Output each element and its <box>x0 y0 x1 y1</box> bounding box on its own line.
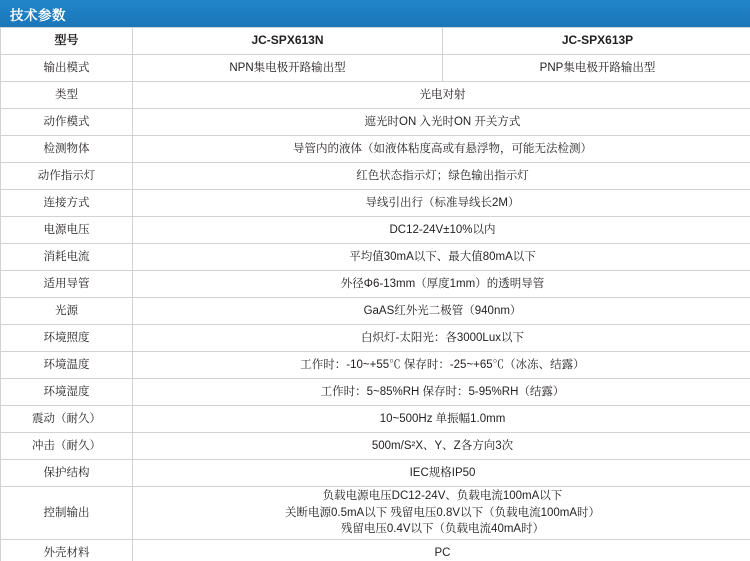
row-label: 消耗电流 <box>1 244 133 271</box>
row-value: 平均值30mA以下、最大值80mA以下 <box>133 244 750 271</box>
row-value: 工作时：5~85%RH 保存时：5-95%RH（结露） <box>133 379 750 406</box>
row-value: 导线引出行（标准导线长2M） <box>133 190 750 217</box>
row-label: 光源 <box>1 298 133 325</box>
row-label: 输出模式 <box>1 55 133 82</box>
row-value-line: 残留电压0.4V以下（负载电流40mA时） <box>340 523 545 536</box>
row-value <box>133 487 750 540</box>
table-row <box>1 190 750 217</box>
table-row <box>1 163 750 190</box>
table-row <box>1 271 750 298</box>
specification-table <box>0 27 750 561</box>
table-row <box>1 244 750 271</box>
row-label: 检测物体 <box>1 136 133 163</box>
table-row <box>1 325 750 352</box>
row-label: 动作模式 <box>1 109 133 136</box>
table-row <box>1 379 750 406</box>
table-row <box>1 217 750 244</box>
row-label: 环境温度 <box>1 352 133 379</box>
table-row <box>1 352 750 379</box>
page-title: 技术参数 <box>10 7 66 23</box>
row-value: 10~500Hz 单振幅1.0mm <box>133 406 750 433</box>
row-label: 连接方式 <box>1 190 133 217</box>
row-label: 电源电压 <box>1 217 133 244</box>
row-label: 控制输出 <box>1 487 133 540</box>
row-value: 红色状态指示灯；绿色输出指示灯 <box>133 163 750 190</box>
row-value: 工作时：-10~+55℃ 保存时：-25~+65℃（冰冻、结露） <box>133 352 750 379</box>
table-row <box>1 460 750 487</box>
table-row <box>1 55 750 82</box>
row-label: 类型 <box>1 82 133 109</box>
row-value-line: 负载电源电压DC12-24V、负载电流100mA以下 <box>322 489 563 502</box>
column-header-model: 型号 <box>1 28 133 55</box>
row-value-p: PNP集电极开路输出型 <box>443 55 750 82</box>
row-value: 光电对射 <box>133 82 750 109</box>
table-row <box>1 433 750 460</box>
row-label: 动作指示灯 <box>1 163 133 190</box>
table-header-row <box>1 28 750 55</box>
table-row <box>1 109 750 136</box>
table-row <box>1 82 750 109</box>
table-row <box>1 540 750 561</box>
column-header-model-p: JC-SPX613P <box>443 28 750 55</box>
table-row <box>1 406 750 433</box>
row-value-n: NPN集电极开路输出型 <box>133 55 443 82</box>
table-row <box>1 487 750 540</box>
row-label: 环境照度 <box>1 325 133 352</box>
row-value: 外径Φ6-13mm（厚度1mm）的透明导管 <box>133 271 750 298</box>
column-header-model-n: JC-SPX613N <box>133 28 443 55</box>
row-label: 冲击（耐久） <box>1 433 133 460</box>
table-body <box>1 28 750 561</box>
row-value: DC12-24V±10%以内 <box>133 217 750 244</box>
table-row <box>1 136 750 163</box>
row-value-line: 关断电源0.5mA以下 残留电压0.8V以下（负载电流100mA时） <box>284 506 601 519</box>
row-label: 震动（耐久） <box>1 406 133 433</box>
row-value: 遮光时ON 入光时ON 开关方式 <box>133 109 750 136</box>
row-value: PC <box>133 540 750 561</box>
row-label: 适用导管 <box>1 271 133 298</box>
row-label: 环境湿度 <box>1 379 133 406</box>
row-value: 500m/S²X、Y、Z各方向3次 <box>133 433 750 460</box>
section-header <box>0 0 750 27</box>
row-value: IEC规格IP50 <box>133 460 750 487</box>
row-value: GaAS红外光二极管（940nm） <box>133 298 750 325</box>
row-label: 保护结构 <box>1 460 133 487</box>
row-label: 外壳材料 <box>1 540 133 561</box>
row-value: 导管内的液体（如液体粘度高或有悬浮物，可能无法检测） <box>133 136 750 163</box>
row-value: 白炽灯-太阳光：各3000Lux以下 <box>133 325 750 352</box>
table-row <box>1 298 750 325</box>
